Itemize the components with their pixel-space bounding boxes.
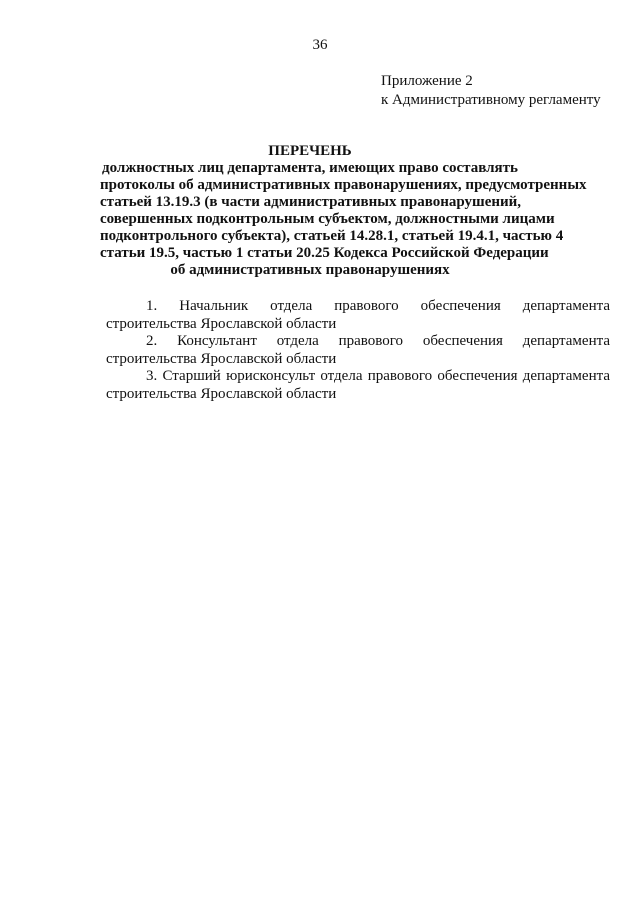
list-item-second-line: строительства Ярославской области [106, 315, 337, 332]
heading-line: статьей 13.19.3 (в части административных правонарушений, [100, 194, 522, 210]
heading-line: подконтрольного субъекта), статьей 14.28.1, статьей 19.4.1, частью 4 [100, 228, 564, 244]
heading-line: должностных лиц департамента, имеющих право составлять [102, 160, 518, 176]
list-item [106, 368, 610, 403]
list-item-second-line: строительства Ярославской области [106, 350, 337, 367]
officials-list [106, 298, 610, 403]
list-item-first-line: 2. Консультант отдела правового обеспечения департамента [146, 333, 610, 349]
heading-title: ПЕРЕЧЕНЬ [268, 143, 352, 159]
heading-line: об административных правонарушениях [170, 262, 450, 278]
list-item-first-line: 1. Начальник отдела правового обеспечения департамента [146, 298, 610, 314]
page-number: 36 [312, 37, 328, 53]
appendix-line-2: к Административному регламенту [381, 92, 601, 108]
appendix-note [381, 72, 631, 110]
heading-line: протоколы об административных правонарушениях, предусмотренных [100, 177, 587, 193]
document-heading [100, 143, 587, 279]
list-item [106, 333, 610, 368]
appendix-line-1: Приложение 2 [381, 73, 473, 89]
list-item-first-line: 3. Старший юрисконсульт отдела правового обеспечения департамента [146, 368, 610, 384]
list-item [106, 298, 610, 333]
heading-line: совершенных подконтрольным субъектом, должностными лицами [100, 211, 555, 227]
list-item-second-line: строительства Ярославской области [106, 385, 337, 402]
heading-line: статьи 19.5, частью 1 статьи 20.25 Кодекса Российской Федерации [100, 245, 549, 261]
